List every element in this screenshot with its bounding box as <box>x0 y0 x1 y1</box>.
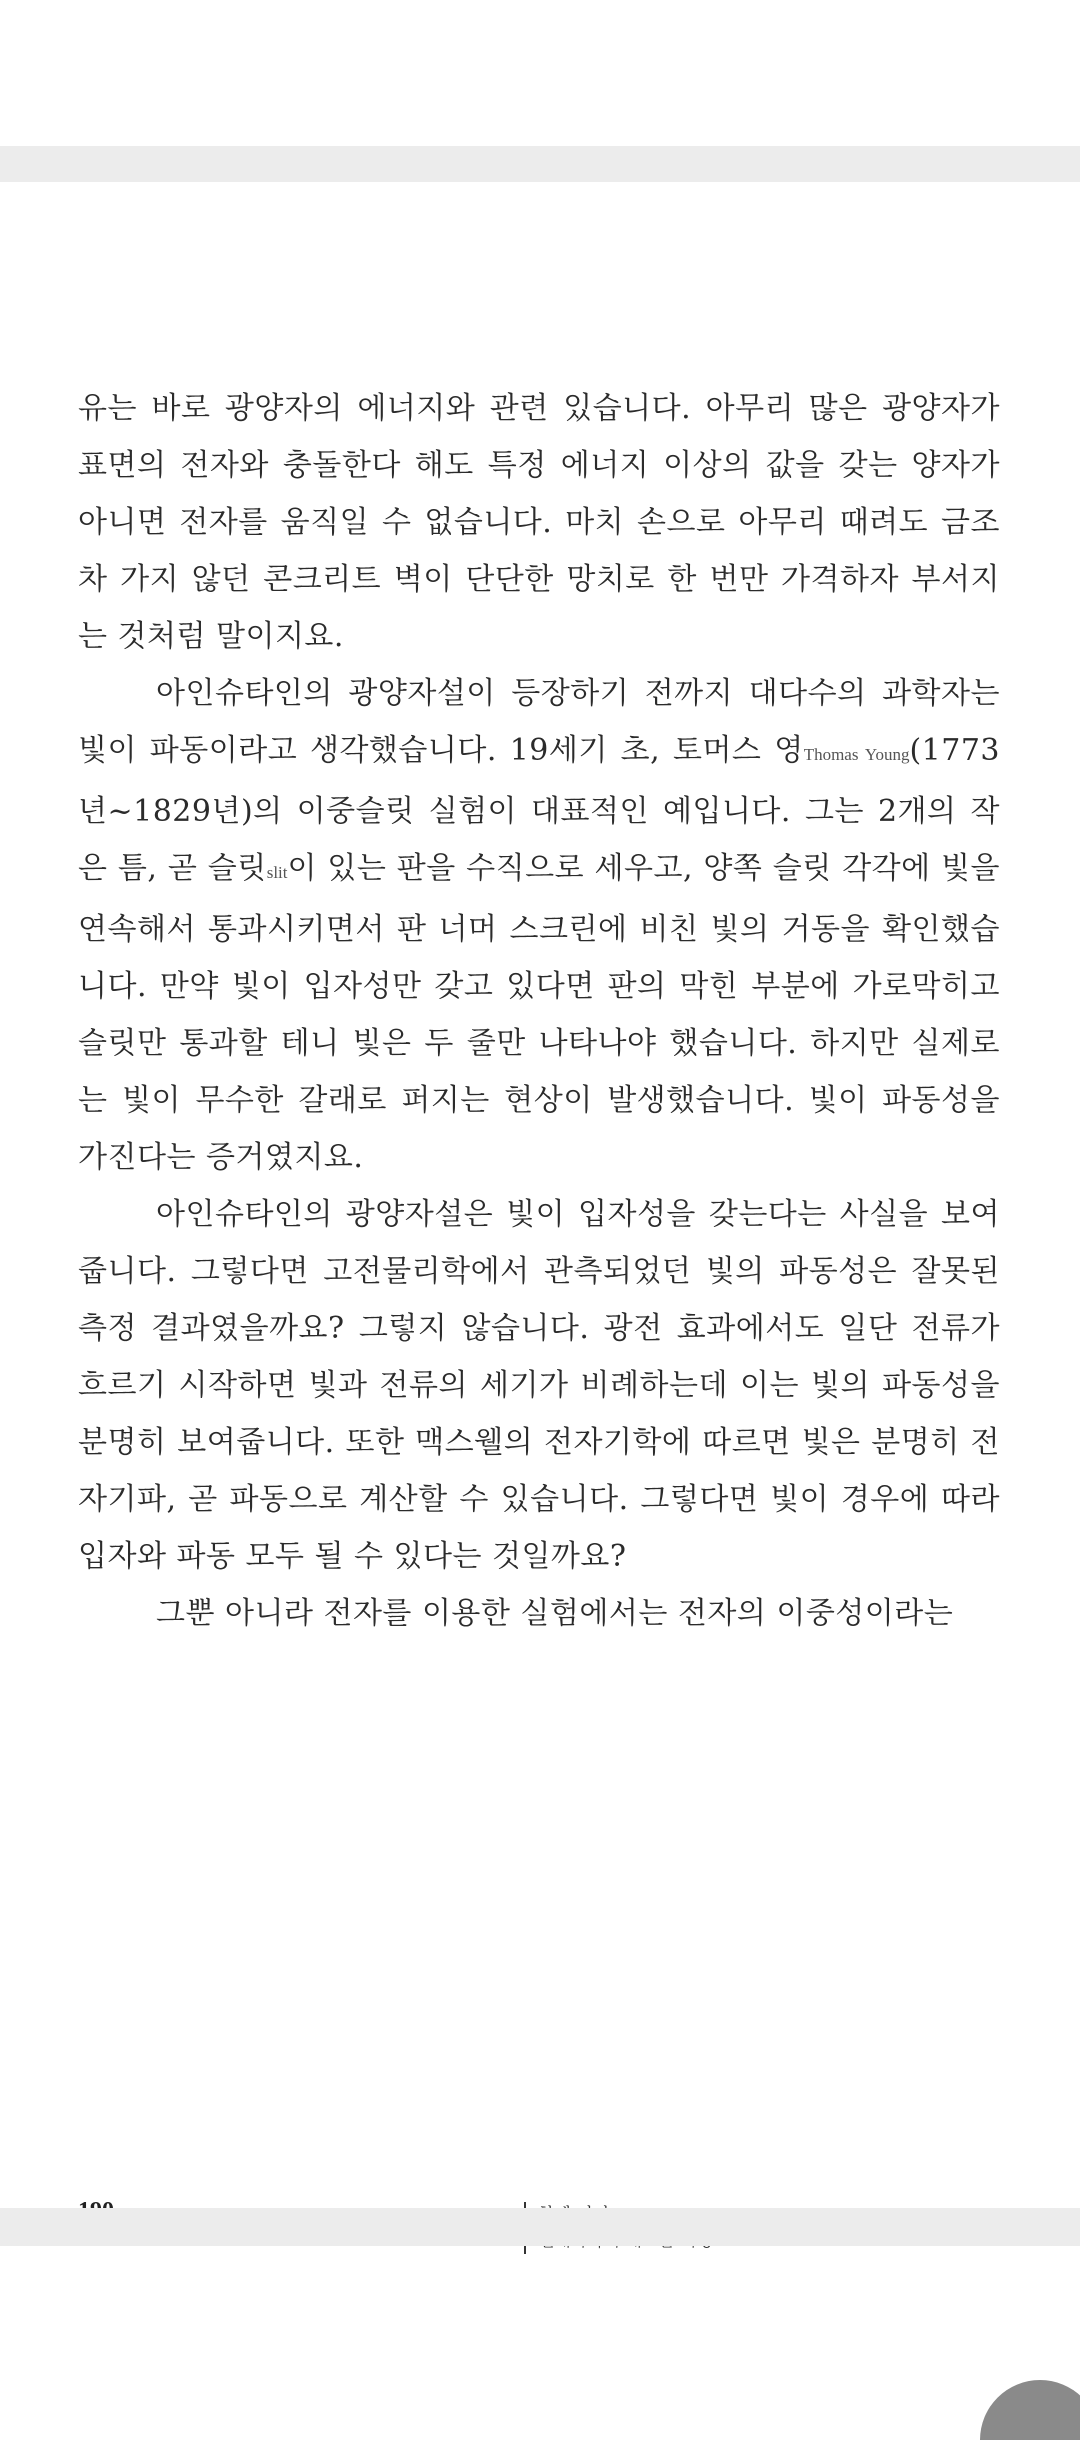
paragraph <box>78 380 1000 665</box>
text-run: 아인슈타인의 광양자설은 빛이 입자성을 갖는다는 사실을 보여줍니다. 그렇다면 고전물리학에서 관측되었던 빛의 파동성은 잘못된 측정 결과였을까요? 그렇지 않습니다. 광전 효과에서도 일단 전류가 흐르기 시작하면 빛과 전류의 세기가 비례하는데 이는 빛의 파동성을 분명히 보여줍니다. 또한 맥스웰의 전자기학에 따르면 빛은 분명히 전자기파, 곧 파동으로 계산할 수 있습니다. 그렇다면 빛이 경우에 따라 입자와 파동 모두 될 수 있다는 것일까요? <box>78 1197 1000 1574</box>
text-run: 유는 바로 광양자의 에너지와 관련 있습니다. 아무리 많은 광양자가 표면의 전자와 충돌한다 해도 특정 에너지 이상의 값을 갖는 양자가 아니면 전자를 움직일 수 없습니다. 마치 손으로 아무리 때려도 금조차 가지 않던 콘크리트 벽이 단단한 망치로 한 번만 가격하자 부서지는 것처럼 말이지요. <box>78 391 1000 654</box>
paragraph <box>78 1186 1000 1585</box>
gloss-term: slit <box>266 863 288 882</box>
text-run: 이 있는 판을 수직으로 세우고, 양쪽 슬릿 각각에 빛을 연속해서 통과시키면서 판 너머 스크린에 비친 빛의 거동을 확인했습니다. 만약 빛이 입자성만 갖고 있다면 판의 막힌 부분에 가로막히고 슬릿만 통과할 테니 빛은 두 줄만 나타나야 했습니다. 하지만 실제로는 빛이 무수한 갈래로 퍼지는 현상이 발생했습니다. 빛이 파동성을 가진다는 증거였지요. <box>78 851 1001 1175</box>
paragraph <box>78 665 1000 1186</box>
bottom-band <box>0 2208 1080 2246</box>
text-run: 그뿐 아니라 전자를 이용한 실험에서는 전자의 이중성이라는 <box>156 1596 954 1631</box>
body-text <box>78 380 1000 1642</box>
scroll-handle-icon[interactable] <box>980 2380 1080 2440</box>
top-band <box>0 146 1080 182</box>
book-page <box>0 182 1080 2208</box>
text-run: 아인슈타인의 광양자설이 등장하기 전까지 대다수의 과학자는 빛이 파동이라고 생각했습니다. 19세기 초, 토머스 영 <box>78 676 1000 768</box>
paragraph <box>78 1585 1000 1642</box>
text-run: (1773년~1829년)의 이중슬릿 실험이 대표적인 예입니다. 그는 2개의 작은 틈, 곧 슬릿 <box>78 733 1001 886</box>
gloss-term: Thomas Young <box>803 745 910 764</box>
